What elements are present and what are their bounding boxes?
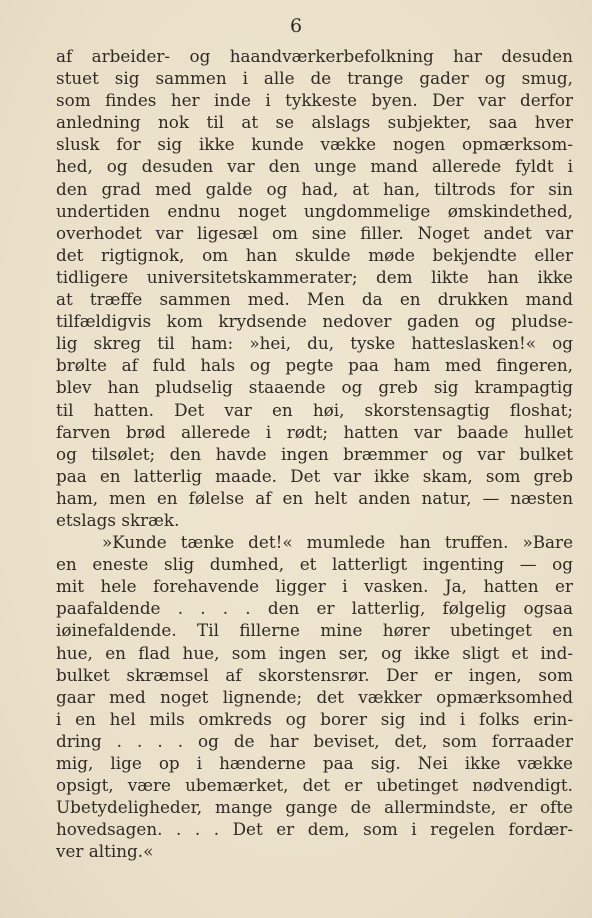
text-line: at træffe sammen med. Men da en drukken mand bbox=[56, 289, 573, 310]
text-line: overhodet var ligesæl om sine filler. Noget andet var bbox=[56, 222, 573, 243]
text-line: ham, men en følelse af en helt anden natur, — næsten bbox=[56, 487, 573, 508]
text-line: paafaldende . . . . den er latterlig, følgelig ogsaa bbox=[56, 598, 573, 619]
text-line: brølte af fuld hals og pegte paa ham med fingeren, bbox=[56, 355, 573, 376]
text-line: stuet sig sammen i alle de trange gader og smug, bbox=[56, 68, 573, 89]
text-line: af arbeider- og haandværkerbefolkning har desuden bbox=[56, 46, 573, 66]
text-line: iøinefaldende. Til fillerne mine hører ubetinget en bbox=[56, 620, 573, 641]
text-line: tidligere universitetskammerater; dem likte han ikke bbox=[56, 266, 573, 287]
paragraph-start-line: »Kunde tænke det!« mumlede han truffen. »Bare bbox=[102, 532, 573, 553]
text-line: hovedsagen. . . . Det er dem, som i regelen fordær- bbox=[56, 819, 573, 840]
text-line: farven brød allerede i rødt; hatten var baade hullet bbox=[56, 421, 573, 442]
body-text bbox=[56, 45, 573, 862]
text-line: gaar med noget lignende; det vækker opmærksomhed bbox=[56, 686, 573, 707]
text-line: det rigtignok, om han skulde møde bekjendte eller bbox=[56, 244, 573, 265]
text-line: anledning nok til at se alslags subjekter, saa hver bbox=[56, 112, 573, 133]
text-line: tilfældigvis kom krydsende nedover gaden og pludse- bbox=[56, 311, 573, 332]
text-line: blev han pludselig staaende og greb sig krampagtig bbox=[56, 377, 573, 398]
text-line: hed, og desuden var den unge mand allerede fyldt i bbox=[56, 156, 573, 177]
text-line: opsigt, være ubemærket, det er ubetinget nødvendigt. bbox=[56, 775, 573, 796]
text-line: en eneste slig dumhed, et latterligt ingenting — og bbox=[56, 554, 573, 575]
text-line: lig skreg til ham: »hei, du, tyske hatteslasken!« og bbox=[56, 333, 573, 354]
page-number: 6 bbox=[289, 15, 303, 37]
text-line: slusk for sig ikke kunde vække nogen opmærksom- bbox=[56, 134, 573, 155]
text-line: hue, en flad hue, som ingen ser, og ikke sligt et ind- bbox=[56, 642, 573, 663]
text-line: bulket skræmsel af skorstensrør. Der er ingen, som bbox=[56, 664, 573, 685]
paragraph-end-line: etslags skræk. bbox=[56, 509, 180, 530]
text-line: og tilsølet; den havde ingen bræmmer og var bulket bbox=[56, 443, 573, 464]
text-line: paa en latterlig maade. Det var ikke skam, som greb bbox=[56, 465, 573, 486]
text-line: den grad med galde og had, at han, tiltrods for sin bbox=[56, 178, 573, 199]
text-line: undertiden endnu noget ungdommelige ømskindethed, bbox=[56, 200, 573, 221]
text-line: i en hel mils omkreds og borer sig ind i folks erin- bbox=[56, 708, 573, 729]
text-line: til hatten. Det var en høi, skorstensagtig floshat; bbox=[56, 399, 573, 420]
text-line: som findes her inde i tykkeste byen. Der var derfor bbox=[56, 90, 573, 111]
text-line: mit hele forehavende ligger i vasken. Ja, hatten er bbox=[56, 576, 573, 597]
text-line: mig, lige op i hænderne paa sig. Nei ikke vække bbox=[56, 753, 573, 773]
text-line: Ubetydeligheder, mange gange de allermindste, er ofte bbox=[56, 797, 573, 818]
paragraph-end-line: ver alting.« bbox=[56, 841, 154, 862]
text-line: dring . . . . og de har beviset, det, som forraader bbox=[56, 730, 573, 751]
